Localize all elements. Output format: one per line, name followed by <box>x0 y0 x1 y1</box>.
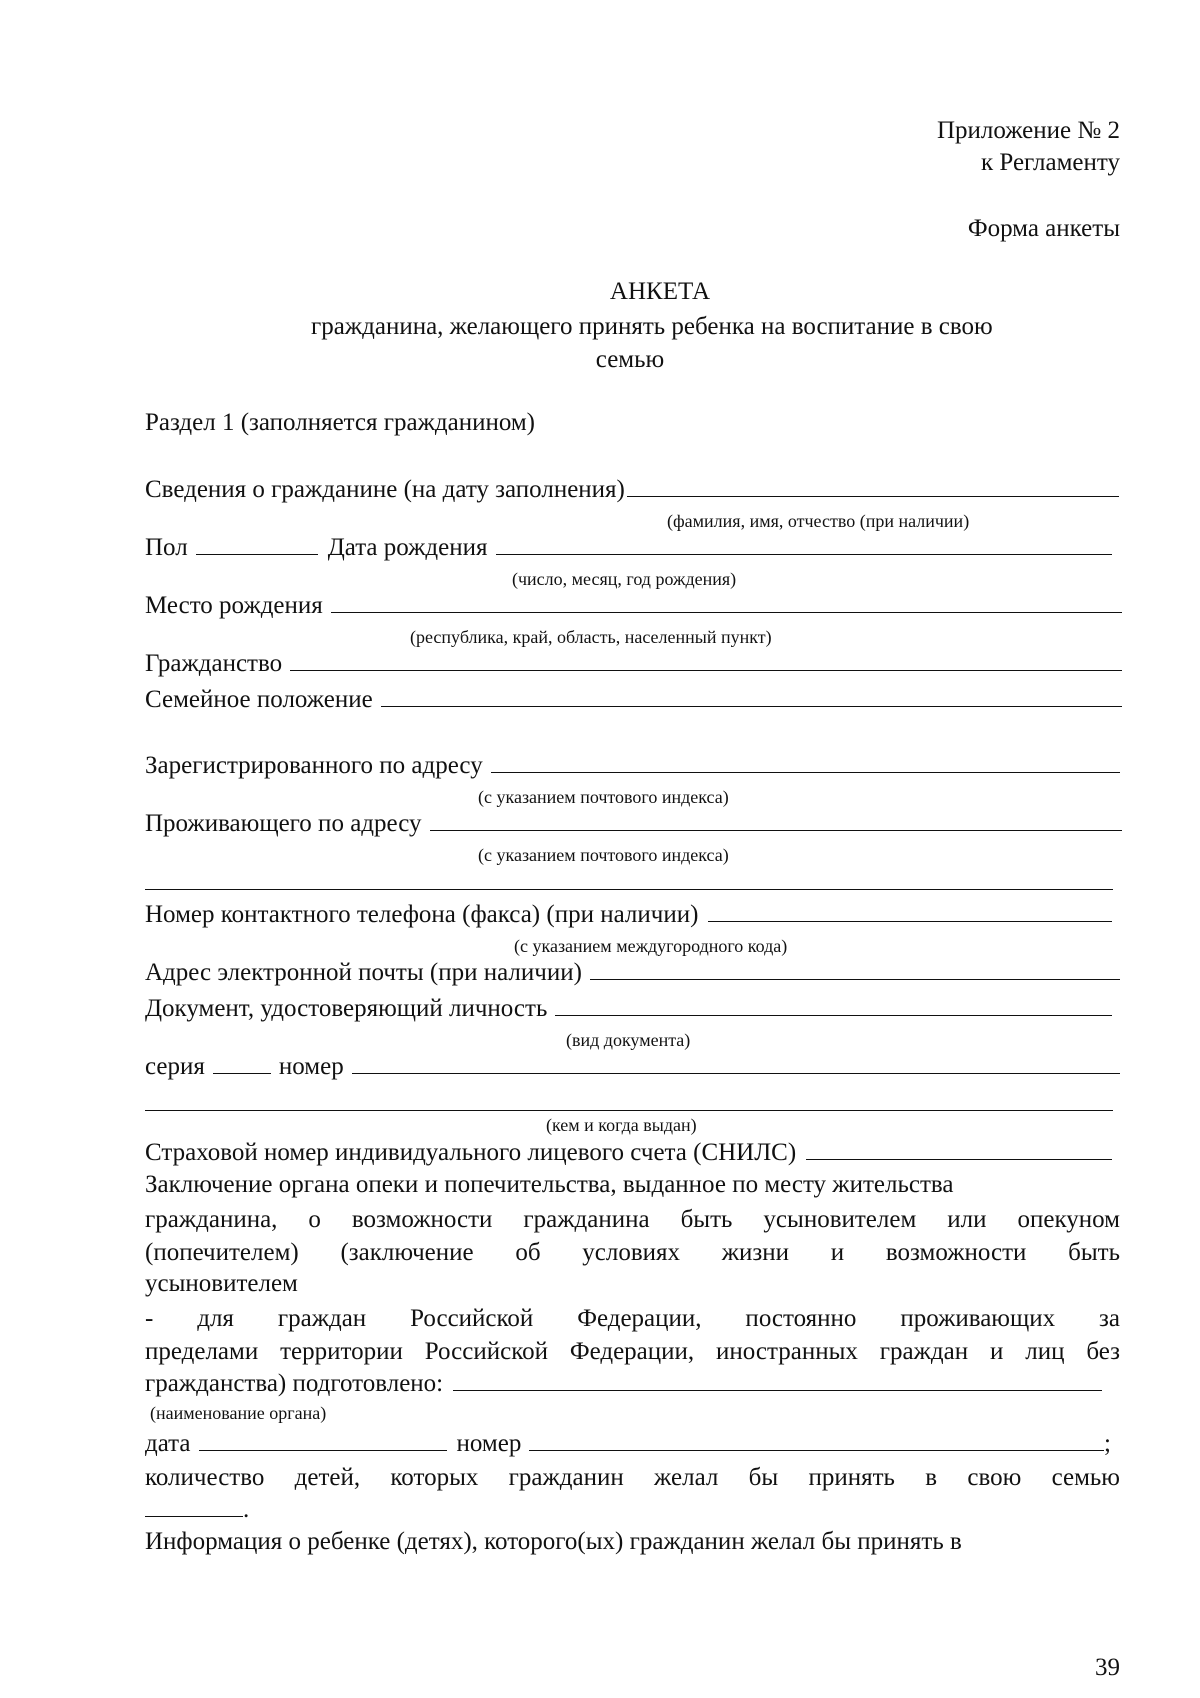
id-document-row <box>145 993 1112 1024</box>
birth-date-label: Дата рождения <box>327 534 488 561</box>
email-field[interactable] <box>590 957 1120 980</box>
registered-address-field[interactable] <box>491 750 1120 773</box>
conclusion-line4: усыновителем <box>145 1270 298 1297</box>
form-type-label: Форма анкеты <box>967 215 1120 242</box>
birth-place-field[interactable] <box>331 590 1122 613</box>
marital-status-field[interactable] <box>381 684 1122 707</box>
issued-by-field[interactable] <box>145 1110 1113 1111</box>
phone-field[interactable] <box>708 899 1112 922</box>
series-field[interactable] <box>213 1051 271 1074</box>
prepared-by-row <box>145 1368 1102 1399</box>
snils-row <box>145 1137 1112 1168</box>
registered-address-label: Зарегистрированного по адресу <box>145 752 483 779</box>
page-number: 39 <box>1095 1654 1120 1681</box>
residential-address-extra-line[interactable] <box>145 889 1113 890</box>
birth-place-row <box>145 590 1122 621</box>
birth-date-hint: (число, месяц, год рождения) <box>512 569 737 589</box>
number-field[interactable] <box>352 1051 1120 1074</box>
conclusion-number-field[interactable] <box>529 1428 1104 1451</box>
citizen-info-row <box>145 474 1119 505</box>
regulation-label: к Регламенту <box>980 149 1120 176</box>
marital-status-row <box>145 684 1122 715</box>
conclusion-line2: гражданина, о возможности гражданина быть усыновителем или опекуном <box>145 1206 1120 1233</box>
children-count-row <box>145 1494 249 1525</box>
document-title: АНКЕТА <box>609 278 711 305</box>
conclusion-date-label: дата <box>145 1430 191 1457</box>
conclusion-line1: Заключение органа опеки и попечительства, выданное по месту жительства <box>145 1171 954 1198</box>
residential-address-row <box>145 808 1122 839</box>
registered-address-row <box>145 750 1120 781</box>
conclusion-semicolon: ; <box>1104 1430 1111 1457</box>
conclusion-number-label: номер <box>456 1430 522 1457</box>
id-document-field[interactable] <box>555 993 1112 1016</box>
birth-date-field[interactable] <box>496 532 1112 555</box>
id-document-label: Документ, удостоверяющий личность <box>145 995 548 1022</box>
email-row <box>145 957 1120 988</box>
citizenship-row <box>145 648 1122 679</box>
document-subtitle-line2: семью <box>595 346 665 373</box>
residential-address-field[interactable] <box>430 808 1123 831</box>
series-number-row <box>145 1051 1120 1082</box>
citizenship-label: Гражданство <box>145 650 283 677</box>
snils-field[interactable] <box>806 1137 1112 1160</box>
issued-hint: (кем и когда выдан) <box>546 1115 697 1135</box>
section1-heading: Раздел 1 (заполняется гражданином) <box>145 409 536 436</box>
phone-hint: (с указанием междугородного кода) <box>514 936 788 956</box>
prepared-by-label: гражданства) подготовлено: <box>145 1370 444 1397</box>
birth-place-hint: (республика, край, область, населенный пункт) <box>410 627 772 647</box>
citizenship-field[interactable] <box>290 648 1122 671</box>
marital-status-label: Семейное положение <box>145 686 373 713</box>
conclusion-date-number-row <box>145 1428 1111 1459</box>
number-label: номер <box>278 1053 344 1080</box>
id-document-hint: (вид документа) <box>566 1030 691 1050</box>
children-count-line: количество детей, которых гражданин желал бы принять в свою семью <box>145 1464 1120 1491</box>
sex-field[interactable] <box>196 532 318 555</box>
foreign-citizens-line1: - для граждан Российской Федерации, постоянно проживающих за <box>145 1305 1120 1332</box>
email-label: Адрес электронной почты (при наличии) <box>145 959 582 986</box>
phone-row <box>145 899 1112 930</box>
snils-label: Страховой номер индивидуального лицевого счета (СНИЛС) <box>145 1139 797 1166</box>
foreign-citizens-line2: пределами территории Российской Федерации, иностранных граждан и лиц без <box>145 1338 1120 1365</box>
conclusion-line3: (попечителем) (заключение об условиях жизни и возможности быть <box>145 1239 1120 1266</box>
citizen-info-label: Сведения о гражданине (на дату заполнения) <box>145 476 625 503</box>
children-count-field[interactable] <box>145 1494 243 1517</box>
residential-address-label: Проживающего по адресу <box>145 810 422 837</box>
phone-label: Номер контактного телефона (факса) (при наличии) <box>145 901 699 928</box>
birth-place-label: Место рождения <box>145 592 323 619</box>
sex-label: Пол <box>145 534 188 561</box>
citizen-name-field[interactable] <box>627 474 1119 497</box>
registered-address-hint: (с указанием почтового индекса) <box>478 787 729 807</box>
prepared-by-organ-field[interactable] <box>453 1368 1102 1391</box>
residential-address-hint: (с указанием почтового индекса) <box>478 845 729 865</box>
appendix-label: Приложение № 2 <box>936 117 1120 144</box>
document-subtitle-line1: гражданина, желающего принять ребенка на воспитание в свою <box>311 313 993 340</box>
child-info-line: Информация о ребенке (детях), которого(ых) гражданин желал бы принять в <box>145 1528 962 1555</box>
citizen-info-hint: (фамилия, имя, отчество (при наличии) <box>667 511 970 531</box>
conclusion-date-field[interactable] <box>199 1428 447 1451</box>
children-count-period: . <box>243 1496 250 1523</box>
organ-name-hint: (наименование органа) <box>150 1403 327 1423</box>
series-label: серия <box>145 1053 205 1080</box>
sex-birthdate-row <box>145 532 1112 563</box>
